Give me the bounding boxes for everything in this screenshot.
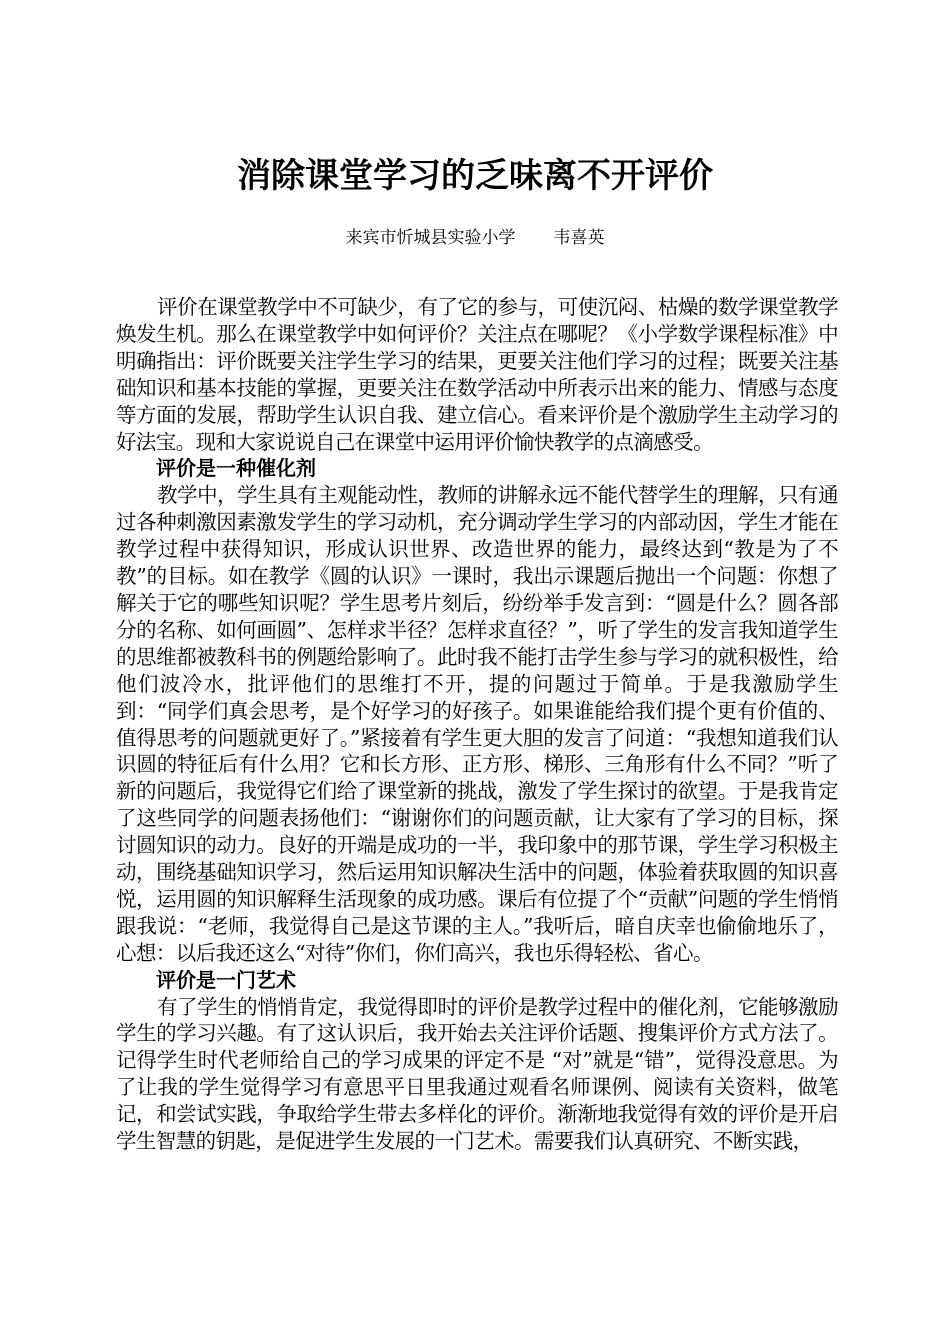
author-school: 来宾市忻城县实验小学	[345, 228, 516, 248]
byline	[0, 226, 950, 250]
intro-paragraph: 评价在课堂教学中不可缺少，有了它的参与，可使沉闷、枯燥的数学课堂教学焕发生机。那么在课堂教学中如何评价？关注点在哪呢？《小学数学课程标准》中明确指出：评价既要关注学生学习的结果，更要关注他们学习的过程；既要关注基础知识和基本技能的掌握，更要关注在数学活动中所表示出来的能力、情感与态度等方面的发展，帮助学生认识自我、建立信心。看来评价是个激励学生主动学习的好法宝。现和大家说说自己在课堂中运用评价愉快教学的点滴感受。	[116, 295, 838, 454]
author-name: 韦喜英	[553, 228, 605, 248]
section-heading-art: 评价是一门艺术	[156, 967, 296, 992]
document-body	[116, 294, 838, 1155]
catalyst-paragraph: 教学中，学生具有主观能动性，教师的讲解永远不能代替学生的理解，只有通过各种刺激因素激发学生的学习动机，充分调动学生学习的内部动因，学生才能在教学过程中获得知识，形成认识世界、改造世界的能力，最终达到“教是为了不教”的目标。如在教学《圆的认识》一课时，我出示课题后抛出一个问题：你想了解关于它的哪些知识呢？学生思考片刻后，纷纷举手发言到：“圆是什么？圆各部分的名称、如何画圆”、怎样求半径？怎样求直径？”，听了学生的发言我知道学生的思维都被教科书的例题给影响了。此时我不能打击学生参与学习的就积极性，给他们波冷水，批评他们的思维打不开，提的问题过于简单。于是我激励学生到：“同学们真会思考，是个好学习的好孩子。如果谁能给我们提个更有价值的、值得思考的问题就更好了。”紧接着有学生更大胆的发言了问道：“我想知道我们认识圆的特征后有什么用？它和长方形、正方形、梯形、三角形有什么不同？”听了新的问题后，我觉得它们给了课堂新的挑战，激发了学生探讨的欲望。于是我肯定了这些同学的问题表扬他们：“谢谢你们的问题贡献，让大家有了学习的目标，探讨圆知识的动力。良好的开端是成功的一半，我印象中的那节课，学生学习积极主动，围绕基础知识学习，然后运用知识解决生活中的问题，体验着获取圆的知识喜悦，运用圆的知识解释生活现象的成功感。课后有位提了个“贡献”问题的学生悄悄跟我说：“老师，我觉得自己是这节课的主人。”我听后，暗自庆幸也偷偷地乐了，心想：以后我还这么“对待”你们，你们高兴，我也乐得轻松、省心。	[116, 483, 838, 965]
document-title: 消除课堂学习的乏味离不开评价	[237, 156, 713, 196]
art-paragraph: 有了学生的悄悄肯定，我觉得即时的评价是教学过程中的催化剂，它能够激励学生的学习兴趣。有了这认识后，我开始去关注评价话题、搜集评价方式方法了。记得学生时代老师给自己的学习成果的评定不是 “对”就是“错”，觉得没意思。为了让我的学生觉得学习有意思平日里我通过观看名师课例、阅读有关资料，做笔记，和尝试实践，争取给学生带去多样化的评价。渐渐地我觉得有效的评价是开启学生智慧的钥匙，是促进学生发展的一门艺术。需要我们认真研究、不断实践，	[116, 994, 838, 1154]
section-heading-catalyst: 评价是一种催化剂	[156, 456, 316, 481]
